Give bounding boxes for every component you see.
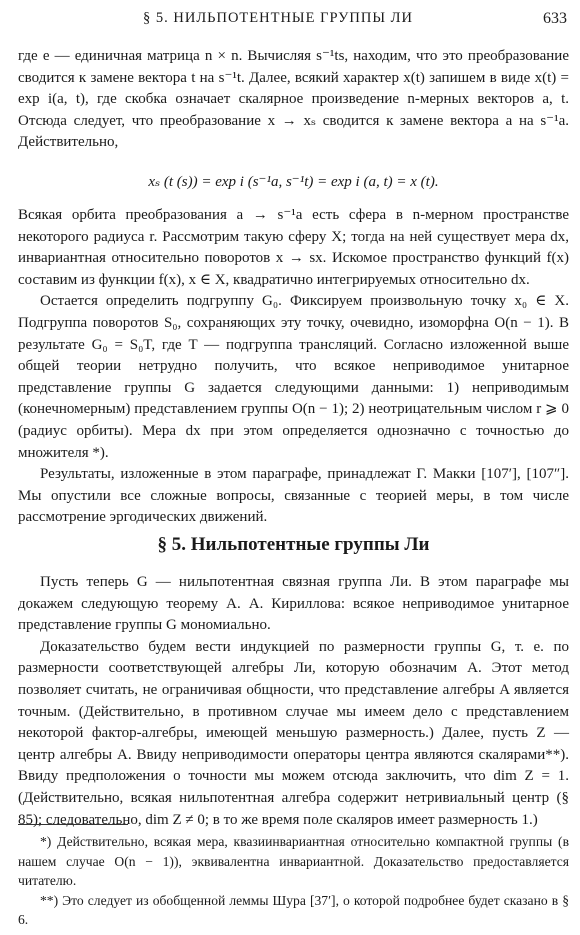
text-block-mid bbox=[18, 205, 569, 529]
running-title: § 5. НИЛЬПОТЕНТНЫЕ ГРУППЫ ЛИ bbox=[143, 10, 413, 26]
paragraph: Результаты, изложенные в этом параграфе, принадлежат Г. Макки [107′], [107″]. Мы опустили все сложные вопросы, связанные с теорией меры, в том числе рассмотрение эргодических движений. bbox=[18, 466, 569, 526]
paragraph: Всякая орбита преобразования a → s⁻¹a есть сфера в n-мерном пространстве некоторого радиуса r. Рассмотрим такую сферу X; тогда на ней существует мера dx, инвариантная относительно поворотов x → sx. Искомое пространство функций f(x) составим из функции f(x), x ∈ X, квадратично интегрируемых относительно dx. bbox=[18, 207, 569, 288]
paragraph: где e — единичная матрица n × n. Вычисляя s⁻¹ts, находим, что это преобразование сводится к замене вектора t на s⁻¹t. Далее, всякий характер x(t) запишем в виде x(t) = exp i(a, t), где скобка означает скалярное произведение n-мерных векторов a, t. Отсюда следует, что преобразование x → xₛ сводится к замене вектора a на s⁻¹a. Действительно, bbox=[18, 48, 569, 151]
paragraph: Пусть теперь G — нильпотентная связная группа Ли. В этом параграфе мы докажем следующую теорему А. А. Кириллова: всякое неприводимое унитарное представление группы G мономиально. bbox=[18, 574, 569, 634]
section-title: § 5. Нильпотентные группы Ли bbox=[157, 534, 430, 555]
text-block-bottom bbox=[18, 572, 569, 831]
footnote: **) Это следует из обобщенной леммы Шура [37′], о которой подробнее будет сказано в § 6. bbox=[18, 892, 569, 927]
text-block-top bbox=[18, 46, 569, 154]
book-page bbox=[18, 0, 569, 935]
footnotes bbox=[18, 832, 569, 930]
running-header bbox=[18, 10, 569, 32]
paragraph: Остается определить подгруппу G₀. Фиксируем произвольную точку x₀ ∈ X. Подгруппа поворотов S₀, сохраняющих эту точку, очевидно, изоморфна O(n − 1). В результате G₀ = S₀T, где T — подгруппа трансляций. Согласно изложенной выше общей теории нетрудно получить, что всякое неприводимое унитарное представление группы G задается следующими данными: 1) неприводимым (конечномерным) представлением группы O(n − 1); 2) неотрицательным числом r ⩾ 0 (радиус орбиты). Мера dx при этом определяется однозначно с точностью до множителя *). bbox=[18, 293, 569, 461]
footnote-rule bbox=[18, 824, 128, 825]
footnote: *) Действительно, всякая мера, квазиинвариантная относительно компактной группы (в нашем случае O(n − 1)), эквивалентна инвариантной. Доказательство предоставляется читателю. bbox=[18, 834, 569, 888]
page-number: 633 bbox=[543, 10, 567, 27]
display-formula: xₛ (t (s)) = exp i (s⁻¹a, s⁻¹t) = exp i (a, t) = x (t). bbox=[148, 174, 439, 190]
paragraph: Доказательство будем вести индукцией по размерности группы G, т. е. по размерности соответствующей алгебры Ли, которую обозначим A. Этот метод позволяет считать, не ограничивая общности, что представление алгебры A является точным. (Действительно, в противном случае мы имеем дело с представлением некоторой фактор-алгебры, имеющей меньшую размерность.) Далее, пусть Z — центр алгебры A. Ввиду неприводимости операторы центра являются скалярами**). Ввиду предположения о точности мы можем отсюда заключить, что dim Z = 1. (Действительно, всякая нильпотентная алгебра содержит нетривиальный центр (§ 85); следовательно, dim Z ≠ 0; в то же время поле скаляров имеет размерность 1.) bbox=[18, 638, 569, 828]
